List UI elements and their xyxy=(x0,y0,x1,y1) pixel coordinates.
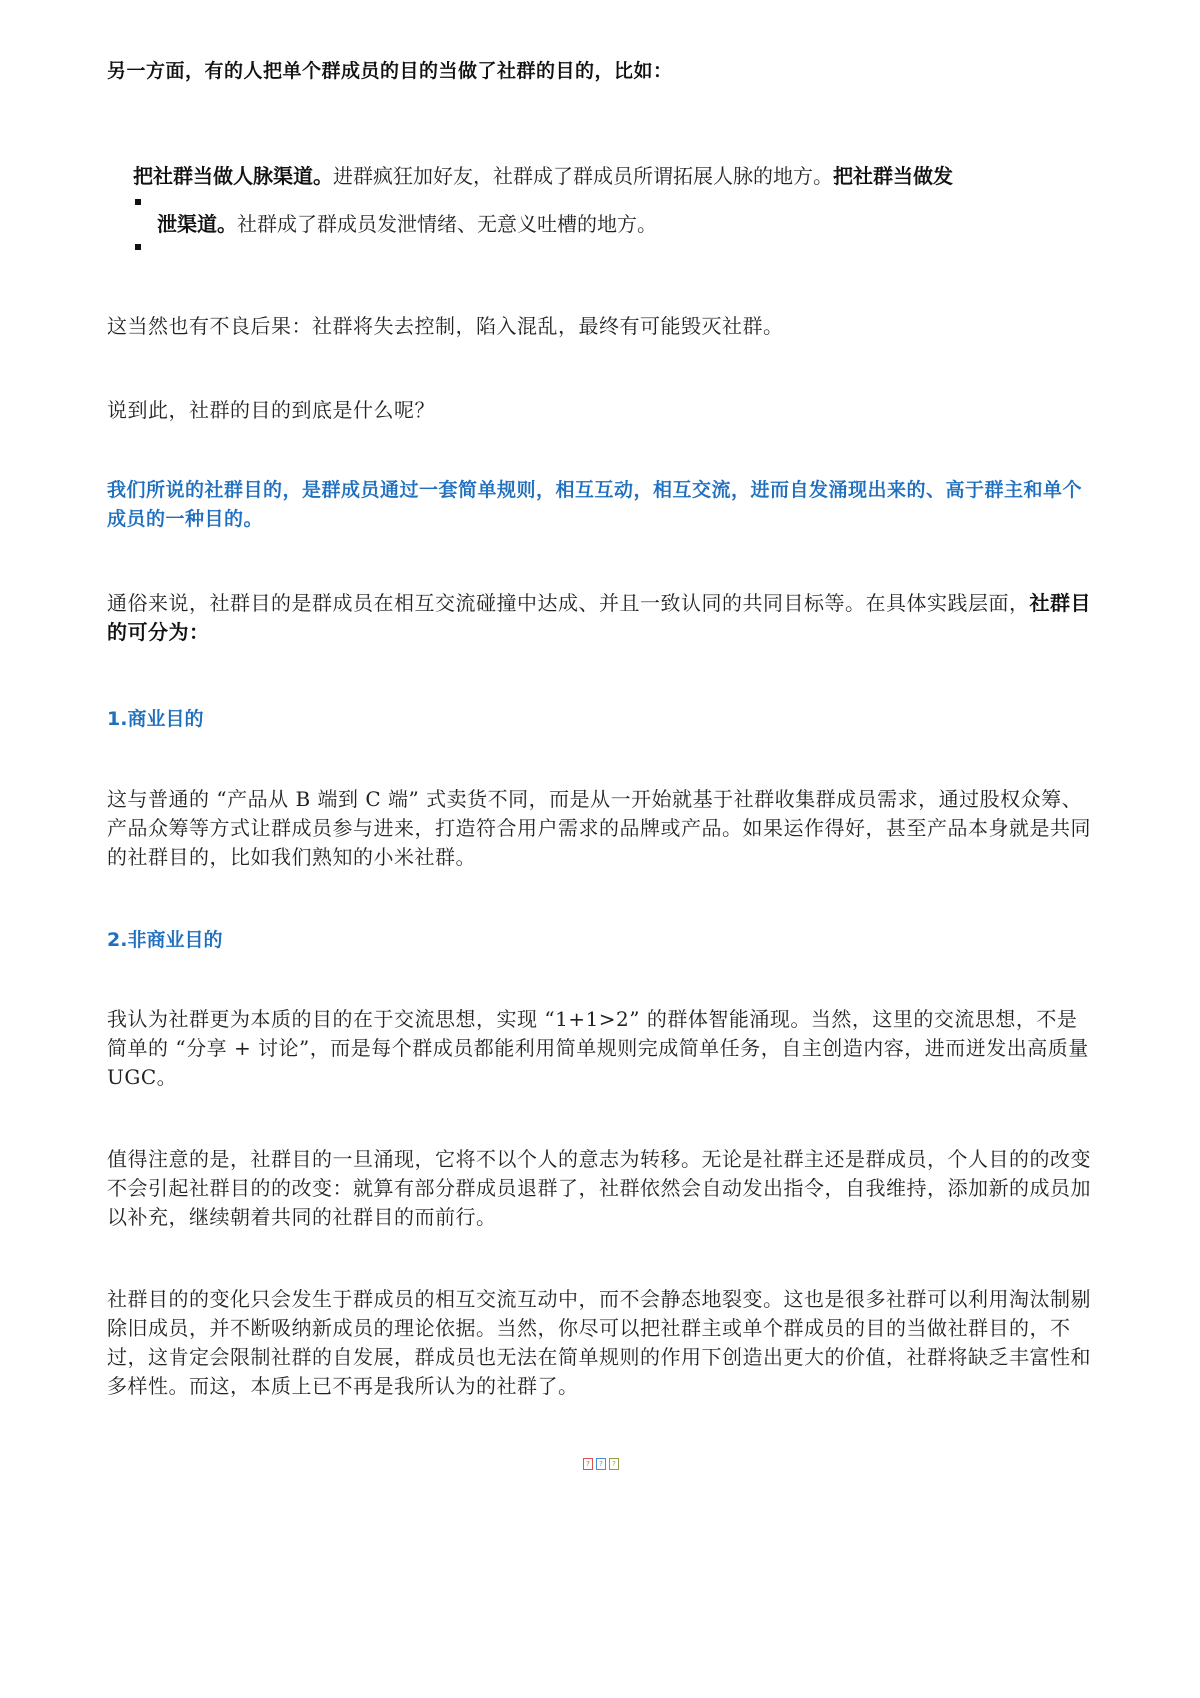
definition-paragraph xyxy=(107,589,1097,647)
intro-heading: 另一方面，有的人把单个群成员的目的当做了社群的目的，比如： xyxy=(107,60,673,82)
bullet-2-bold-tail: 泄渠道。 xyxy=(157,212,237,236)
section-1-body: 这与普通的 “产品从 B 端到 C 端” 式卖货不同，而是从一开始就基于社群收集群成员需求，通过股权众筹、产品众筹等方式让群成员参与进来，打造符合用户需求的品牌或产品。如果运作得好，甚至产品本身就是共同的社群目的，比如我们熟知的小米社群。 xyxy=(107,787,1091,869)
bullet-item-2 xyxy=(133,200,1093,248)
footer-icons xyxy=(583,1458,619,1470)
section-1-heading: 1.商业目的 xyxy=(107,708,204,730)
note-paragraph: 值得注意的是，社群目的一旦涌现，它将不以个人的意志为转移。无论是社群主还是群成员，个人目的的改变不会引起社群目的的改变：就算有部分群成员退群了，社群依然会自动发出指令，自我维持，添加新的成员加以补充，继续朝着共同的社群目的而前行。 xyxy=(107,1147,1091,1229)
highlight-paragraph: 我们所说的社群目的，是群成员通过一套简单规则，相互互动，相互交流，进而自发涌现出来的、高于群主和单个成员的一种目的。 xyxy=(107,479,1083,530)
bullet-1-bold: 把社群当做人脉渠道。 xyxy=(133,164,333,188)
placeholder-icon-blue: ? xyxy=(596,1458,606,1470)
change-paragraph: 社群目的的变化只会发生于群成员的相互交流互动中，而不会静态地裂变。这也是很多社群可以利用淘汰制剔除旧成员，并不断吸纳新成员的理论依据。当然，你尽可以把社群主或单个群成员的目的当做社群目的，不过，这肯定会限制社群的自发展，群成员也无法在简单规则的作用下创造出更大的价值，社群将缺乏丰富性和多样性。而这，本质上已不再是我所认为的社群了。 xyxy=(107,1287,1091,1398)
placeholder-icon-olive: ? xyxy=(609,1458,619,1470)
definition-text: 通俗来说，社群目的是群成员在相互交流碰撞中达成、并且一致认同的共同目标等。在具体实践层面， xyxy=(107,591,1030,615)
question-paragraph: 说到此，社群的目的到底是什么呢？ xyxy=(107,398,435,422)
bullet-list xyxy=(133,152,1093,248)
bullet-2-bold-head: 把社群当做发 xyxy=(833,164,953,188)
bullet-item-1 xyxy=(133,152,1093,200)
placeholder-icon-red: ? xyxy=(583,1458,593,1470)
bullet-marker-icon xyxy=(135,244,141,250)
section-2-heading: 2.非商业目的 xyxy=(107,929,223,951)
bullet-1-text: 进群疯狂加好友，社群成了群成员所谓拓展人脉的地方。 xyxy=(333,164,833,188)
section-2-body: 我认为社群更为本质的目的在于交流思想，实现 “1+1>2” 的群体智能涌现。当然，这里的交流思想，不是简单的 “分享 + 讨论”，而是每个群成员都能利用简单规则完成简单任务，自主创造内容，进而迸发出高质量 UGC。 xyxy=(107,1007,1089,1089)
consequence-paragraph: 这当然也有不良后果：社群将失去控制，陷入混乱，最终有可能毁灭社群。 xyxy=(107,314,784,338)
bullet-marker-icon xyxy=(135,199,141,205)
definition-bold: 社群目的可分为： xyxy=(107,591,1091,644)
bullet-2-text: 社群成了群成员发泄情绪、无意义吐槽的地方。 xyxy=(237,212,657,236)
